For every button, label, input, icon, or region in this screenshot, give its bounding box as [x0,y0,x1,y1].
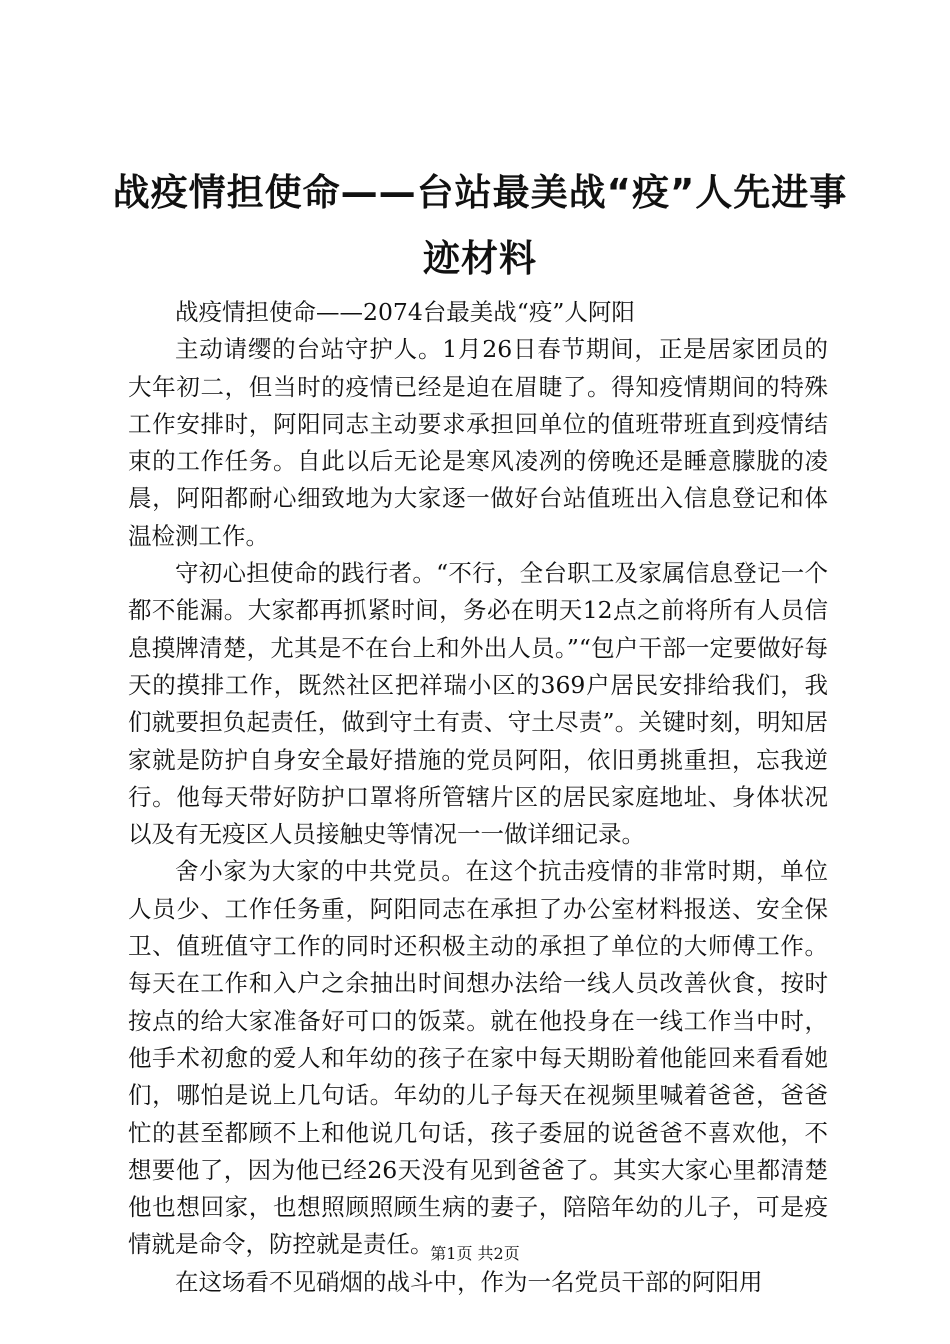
paragraph: 舍小家为大家的中共党员。在这个抗击疫情的非常时期，单位人员少、工作任务重，阿阳同志在承担了办公室材料报送、安全保卫、值班值守工作的同时还积极主动的承担了单位的大师傅工作。每天在工作和入户之余抽出时间想办法给一线人员改善伙食，按时按点的给大家准备好可口的饭菜。就在他投身在一线工作当中时，他手术初愈的爱人和年幼的孩子在家中每天期盼着他能回来看看她们，哪怕是说上几句话。年幼的儿子每天在视频里喊着爸爸，爸爸忙的甚至都顾不上和他说几句话，孩子委屈的说爸爸不喜欢他，不想要他了，因为他已经26天没有见到爸爸了。其实大家心里都清楚他也想回家，也想照顾照顾生病的妻子，陪陪年幼的儿子，可是疫情就是命令，防控就是责任。 [128,857,828,1259]
paragraph: 守初心担使命的践行者。“不行，全台职工及家属信息登记一个都不能漏。大家都再抓紧时间，务必在明天12点之前将所有人员信息摸牌清楚，尤其是不在台上和外出人员。”“包户干部一定要做好每天的摸排工作，既然社区把祥瑞小区的369户居民安排给我们，我们就要担负起责任，做到守土有责、守土尽责”。关键时刻，明知居家就是防护自身安全最好措施的党员阿阳，依旧勇挑重担，忘我逆行。他每天带好防护口罩将所管辖片区的居民家庭地址、身体状况以及有无疫区人员接触史等情况一一做详细记录。 [128,559,828,849]
subtitle-line: 战疫情担使命——2074台最美战“疫”人阿阳 [175,298,635,326]
paragraph: 主动请缨的台站守护人。1月26日春节期间，正是居家团员的大年初二，但当时的疫情已经是迫在眉睫了。得知疫情期间的特殊工作安排时，阿阳同志主动要求承担回单位的值班带班直到疫情结束的工作任务。自此以后无论是寒风凌冽的傍晚还是睡意朦胧的凌晨，阿阳都耐心细致地为大家逐一做好台站值班出入信息登记和体温检测工作。 [128,335,828,550]
document-title: 战疫情担使命——台站最美战“疫”人先进事迹材料 [112,171,848,280]
document-body [128,294,828,1301]
page-number-footer: 第1页 共2页 [430,1244,520,1263]
paragraph: 在这场看不见硝烟的战斗中，作为一名党员干部的阿阳用 [175,1267,763,1296]
